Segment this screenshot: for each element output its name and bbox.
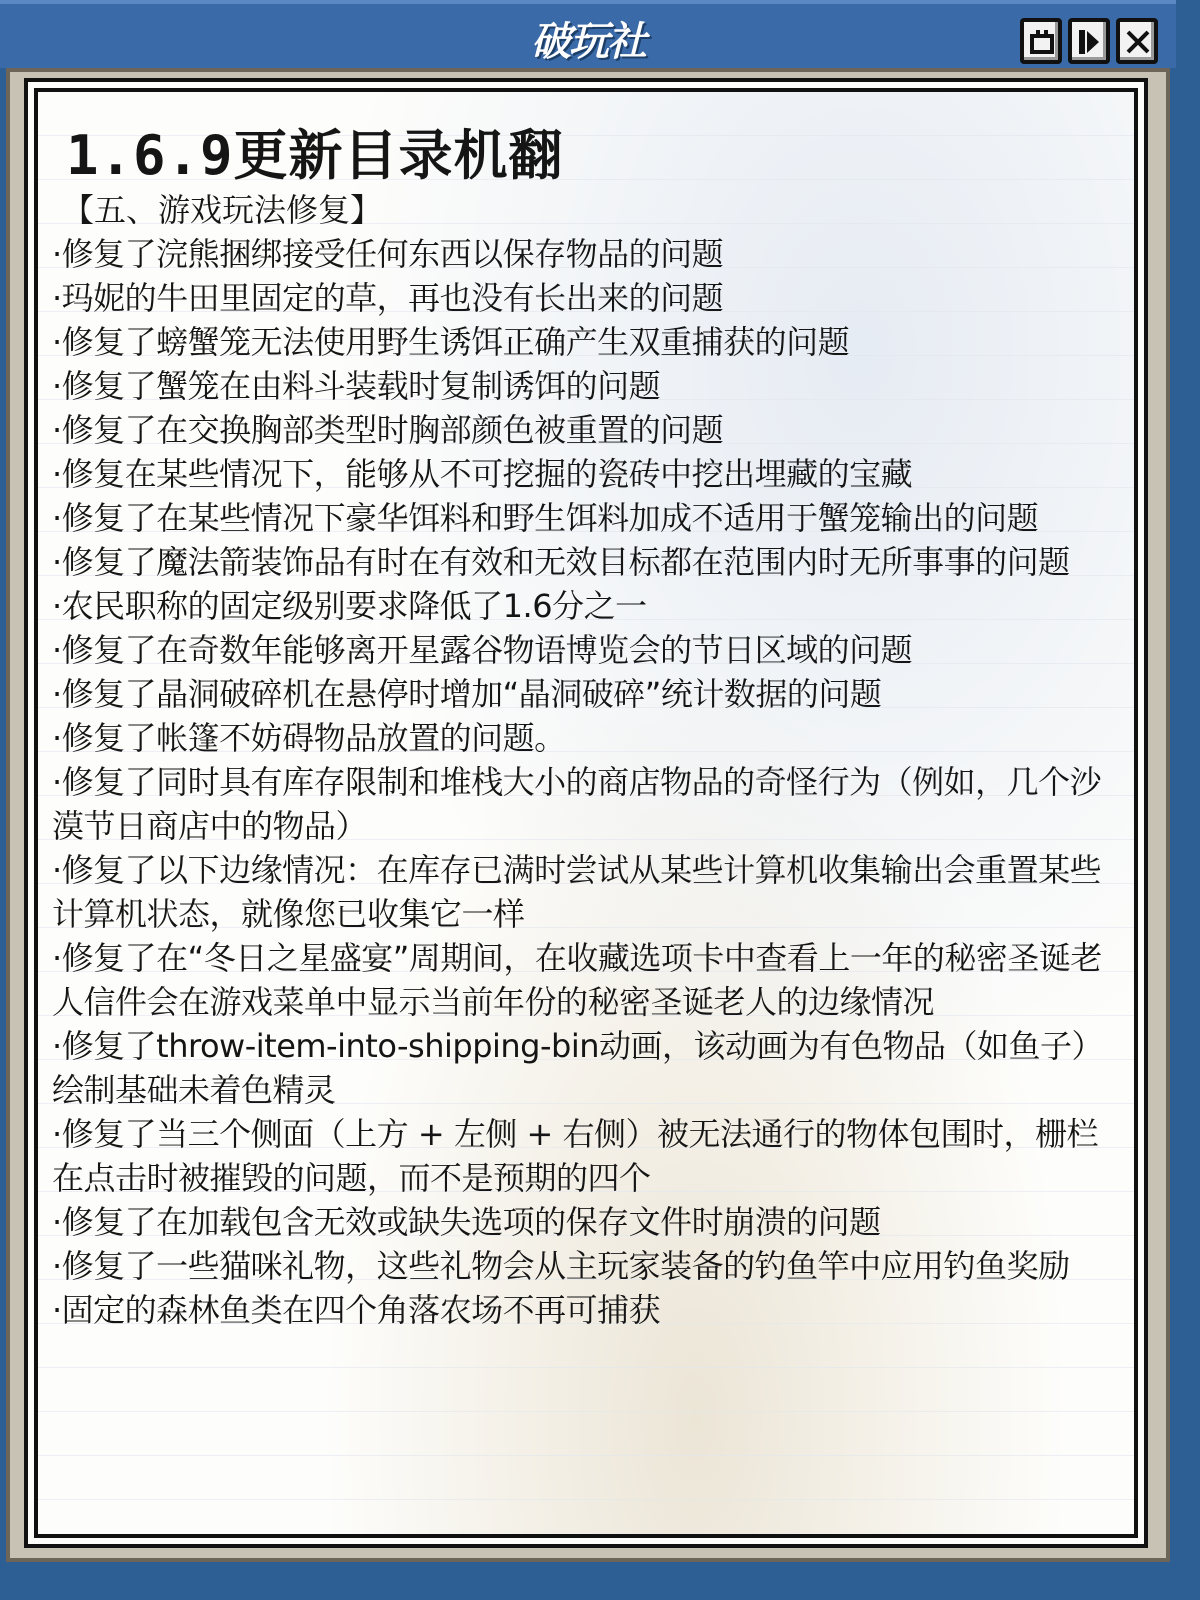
close-icon: [1125, 28, 1151, 56]
minimize-icon: [1029, 28, 1055, 56]
list-item: ·修复了当三个侧面（上方 + 左侧 + 右侧）被无法通行的物体包围时，栅栏在点击时被摧毁的问题，而不是预期的四个: [52, 1115, 1098, 1197]
changelog-list: [52, 232, 1112, 1332]
list-item: ·修复了同时具有库存限制和堆栈大小的商店物品的奇怪行为（例如，几个沙漠节日商店中的物品）: [52, 763, 1102, 845]
list-item: ·修复了以下边缘情况：在库存已满时尝试从某些计算机收集输出会重置某些计算机状态，就像您已收集它一样: [52, 851, 1102, 933]
notes-panel: [24, 78, 1148, 1548]
list-item: ·玛妮的牛田里固定的草，再也没有长出来的问题: [52, 279, 724, 317]
list-item: ·修复了在奇数年能够离开星露谷物语博览会的节日区域的问题: [52, 631, 913, 669]
section-heading: 【五、游戏玩法修复】: [62, 191, 383, 229]
list-item: ·固定的森林鱼类在四个角落农场不再可捕获: [52, 1291, 661, 1329]
play-icon: [1077, 28, 1103, 56]
minimize-button[interactable]: [1020, 18, 1062, 64]
list-item: ·修复了throw-item-into-shipping-bin动画，该动画为有色物品（如鱼子）绘制基础未着色精灵: [52, 1027, 1104, 1109]
list-item: ·修复在某些情况下，能够从不可挖掘的瓷砖中挖出埋藏的宝藏: [52, 455, 913, 493]
window-frame: [6, 68, 1170, 1562]
notes-content: [52, 126, 1112, 1332]
app-logo: 破玩社: [531, 17, 645, 65]
list-item: ·修复了一些猫咪礼物，这些礼物会从主玩家装备的钓鱼竿中应用钓鱼奖励: [52, 1247, 1070, 1285]
play-button[interactable]: [1068, 18, 1110, 64]
list-item: ·修复了在交换胸部类型时胸部颜色被重置的问题: [52, 411, 724, 449]
page-title: 1.6.9更新目录机翻: [66, 124, 564, 187]
notes-panel-inner[interactable]: [34, 88, 1138, 1538]
list-item: ·修复了蟹笼在由料斗装载时复制诱饵的问题: [52, 367, 661, 405]
list-item: ·农民职称的固定级别要求降低了1.6分之一: [52, 587, 647, 625]
list-item: ·修复了在某些情况下豪华饵料和野生饵料加成不适用于蟹笼输出的问题: [52, 499, 1039, 537]
list-item: ·修复了在加载包含无效或缺失选项的保存文件时崩溃的问题: [52, 1203, 881, 1241]
list-item: ·修复了魔法箭装饰品有时在有效和无效目标都在范围内时无所事事的问题: [52, 543, 1070, 581]
close-button[interactable]: [1116, 18, 1158, 64]
list-item: ·修复了晶洞破碎机在悬停时增加“晶洞破碎”统计数据的问题: [52, 675, 882, 713]
list-item: ·修复了帐篷不妨碍物品放置的问题。: [52, 719, 566, 757]
window-titlebar: [0, 0, 1176, 68]
list-item: ·修复了浣熊捆绑接受任何东西以保存物品的问题: [52, 235, 724, 273]
list-item: ·修复了在“冬日之星盛宴”周期间，在收藏选项卡中查看上一年的秘密圣诞老人信件会在游戏菜单中显示当前年份的秘密圣诞老人的边缘情况: [52, 939, 1102, 1021]
list-item: ·修复了螃蟹笼无法使用野生诱饵正确产生双重捕获的问题: [52, 323, 850, 361]
